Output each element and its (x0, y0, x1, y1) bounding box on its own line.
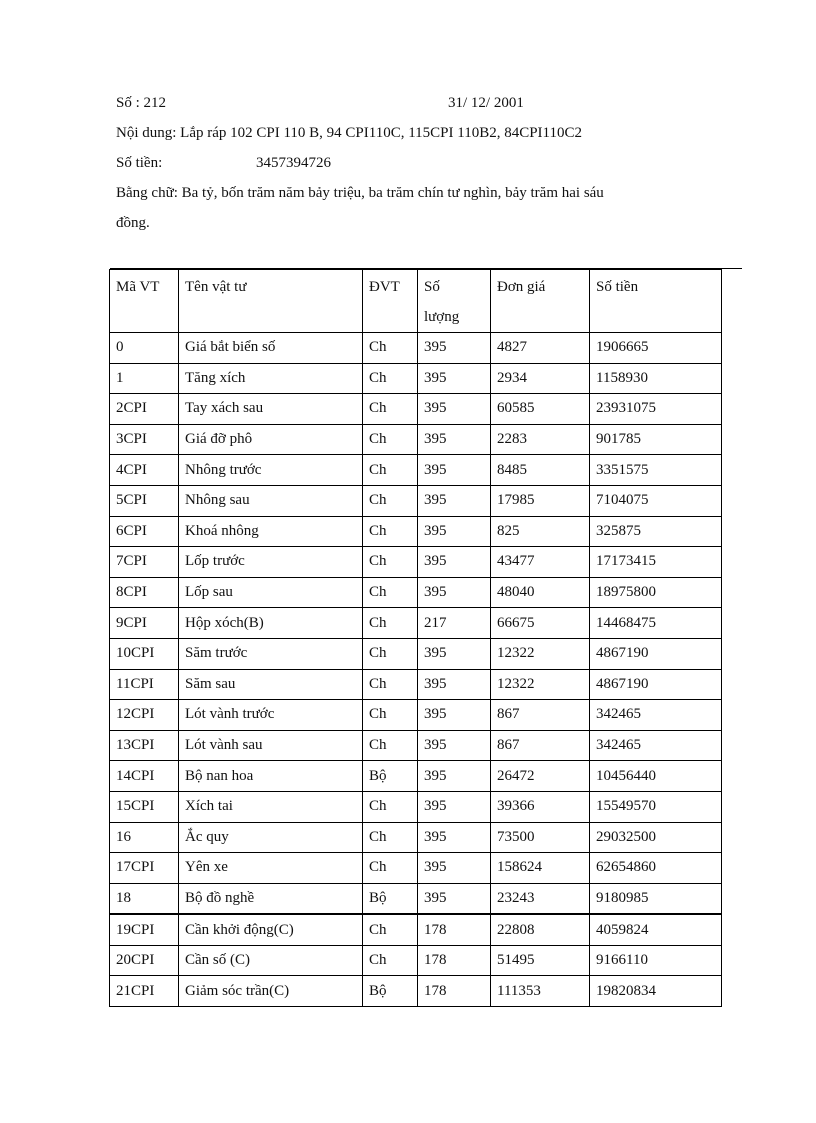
cell-unit: Ch (363, 363, 418, 394)
cell-unit: Ch (363, 516, 418, 547)
cell-amount: 4867190 (590, 638, 722, 669)
cell-unit: Bộ (363, 976, 418, 1007)
table-row (110, 730, 722, 761)
cell-code: 9CPI (110, 608, 179, 639)
cell-amount: 1158930 (590, 363, 722, 394)
table-row (110, 976, 722, 1007)
cell-code: 10CPI (110, 638, 179, 669)
cell-name: Cần khởi động(C) (179, 914, 363, 945)
cell-unit: Ch (363, 394, 418, 425)
table-row (110, 394, 722, 425)
cell-amount: 342465 (590, 700, 722, 731)
cell-quantity: 395 (418, 791, 491, 822)
cell-amount: 23931075 (590, 394, 722, 425)
table-row (110, 761, 722, 792)
cell-code: 0 (110, 333, 179, 364)
cell-amount: 18975800 (590, 577, 722, 608)
cell-unit-price: 12322 (491, 669, 590, 700)
cell-amount: 19820834 (590, 976, 722, 1007)
cell-quantity: 395 (418, 485, 491, 516)
table-row (110, 914, 722, 945)
cell-amount: 29032500 (590, 822, 722, 853)
content-description: Nội dung: Lắp ráp 102 CPI 110 B, 94 CPI110C, 115CPI 110B2, 84CPI110C2 (116, 125, 582, 141)
cell-amount: 342465 (590, 730, 722, 761)
cell-amount: 10456440 (590, 761, 722, 792)
cell-unit: Ch (363, 577, 418, 608)
amount-in-words-continued: đồng. (116, 215, 150, 231)
cell-quantity: 395 (418, 669, 491, 700)
cell-unit: Ch (363, 822, 418, 853)
table-row (110, 669, 722, 700)
cell-unit: Ch (363, 669, 418, 700)
table-row (110, 791, 722, 822)
cell-name: Giá bắt biển số (179, 333, 363, 364)
cell-code: 18 (110, 883, 179, 914)
cell-quantity: 395 (418, 822, 491, 853)
amount-value: 3457394726 (256, 155, 331, 171)
cell-amount: 1906665 (590, 333, 722, 364)
cell-unit-price: 2283 (491, 424, 590, 455)
amount-in-words: Bằng chữ: Ba tỷ, bốn trăm năm bảy triệu, ba trăm chín tư nghìn, bảy trăm hai sáu (116, 185, 604, 201)
cell-name: Lót vành sau (179, 730, 363, 761)
table-body (110, 333, 722, 1007)
cell-quantity: 395 (418, 638, 491, 669)
cell-quantity: 395 (418, 424, 491, 455)
cell-amount: 4867190 (590, 669, 722, 700)
table-row (110, 853, 722, 884)
cell-amount: 901785 (590, 424, 722, 455)
cell-quantity: 178 (418, 945, 491, 976)
cell-unit: Ch (363, 547, 418, 578)
cell-quantity: 395 (418, 333, 491, 364)
cell-quantity: 395 (418, 853, 491, 884)
cell-unit-price: 867 (491, 730, 590, 761)
cell-amount: 17173415 (590, 547, 722, 578)
cell-amount: 9166110 (590, 945, 722, 976)
cell-unit-price: 17985 (491, 485, 590, 516)
cell-name: Tăng xích (179, 363, 363, 394)
cell-code: 3CPI (110, 424, 179, 455)
table-row (110, 577, 722, 608)
cell-code: 21CPI (110, 976, 179, 1007)
cell-code: 11CPI (110, 669, 179, 700)
cell-unit: Ch (363, 455, 418, 486)
voucher-number: Số : 212 (116, 95, 167, 111)
cell-unit: Ch (363, 730, 418, 761)
table-row (110, 363, 722, 394)
table-row (110, 883, 722, 914)
table-row (110, 608, 722, 639)
cell-quantity: 395 (418, 700, 491, 731)
cell-name: Giảm sóc trần(C) (179, 976, 363, 1007)
cell-name: Khoá nhông (179, 516, 363, 547)
cell-name: Lốp trước (179, 547, 363, 578)
cell-code: 17CPI (110, 853, 179, 884)
column-header-quantity: Số lượng (418, 270, 491, 333)
cell-quantity: 395 (418, 455, 491, 486)
table-row (110, 638, 722, 669)
table-row (110, 333, 722, 364)
cell-name: Cần số (C) (179, 945, 363, 976)
cell-name: Yên xe (179, 853, 363, 884)
column-header-unit-price: Đơn giá (491, 270, 590, 333)
cell-quantity: 395 (418, 761, 491, 792)
cell-name: Xích tai (179, 791, 363, 822)
cell-name: Ắc quy (179, 822, 363, 853)
table-row (110, 424, 722, 455)
cell-code: 4CPI (110, 455, 179, 486)
column-header-amount: Số tiền (590, 270, 722, 333)
cell-quantity: 395 (418, 516, 491, 547)
column-header-name: Tên vật tư (179, 270, 363, 333)
cell-unit-price: 73500 (491, 822, 590, 853)
cell-unit-price: 26472 (491, 761, 590, 792)
cell-code: 5CPI (110, 485, 179, 516)
cell-amount: 325875 (590, 516, 722, 547)
cell-quantity: 395 (418, 547, 491, 578)
cell-quantity: 395 (418, 577, 491, 608)
cell-unit-price: 111353 (491, 976, 590, 1007)
cell-code: 15CPI (110, 791, 179, 822)
cell-code: 14CPI (110, 761, 179, 792)
cell-unit: Ch (363, 424, 418, 455)
cell-name: Lót vành trước (179, 700, 363, 731)
cell-quantity: 178 (418, 914, 491, 945)
cell-unit-price: 51495 (491, 945, 590, 976)
cell-unit-price: 867 (491, 700, 590, 731)
materials-table (109, 269, 722, 1007)
column-header-code: Mã VT (110, 270, 179, 333)
cell-unit-price: 66675 (491, 608, 590, 639)
cell-code: 6CPI (110, 516, 179, 547)
cell-quantity: 395 (418, 883, 491, 914)
cell-unit: Ch (363, 945, 418, 976)
cell-name: Săm sau (179, 669, 363, 700)
cell-unit-price: 2934 (491, 363, 590, 394)
cell-code: 2CPI (110, 394, 179, 425)
cell-amount: 3351575 (590, 455, 722, 486)
table-row (110, 516, 722, 547)
cell-amount: 7104075 (590, 485, 722, 516)
cell-unit: Bộ (363, 883, 418, 914)
cell-quantity: 395 (418, 394, 491, 425)
cell-unit-price: 23243 (491, 883, 590, 914)
column-header-unit: ĐVT (363, 270, 418, 333)
cell-unit: Ch (363, 700, 418, 731)
cell-unit: Ch (363, 914, 418, 945)
cell-name: Hộp xóch(B) (179, 608, 363, 639)
cell-amount: 9180985 (590, 883, 722, 914)
cell-unit-price: 60585 (491, 394, 590, 425)
cell-quantity: 395 (418, 363, 491, 394)
cell-unit: Ch (363, 485, 418, 516)
cell-unit-price: 22808 (491, 914, 590, 945)
cell-code: 19CPI (110, 914, 179, 945)
voucher-date: 31/ 12/ 2001 (448, 95, 524, 111)
cell-unit: Ch (363, 333, 418, 364)
table-row (110, 547, 722, 578)
cell-unit-price: 825 (491, 516, 590, 547)
cell-unit: Ch (363, 853, 418, 884)
cell-unit-price: 48040 (491, 577, 590, 608)
cell-name: Bộ nan hoa (179, 761, 363, 792)
cell-quantity: 395 (418, 730, 491, 761)
cell-unit: Bộ (363, 761, 418, 792)
cell-amount: 4059824 (590, 914, 722, 945)
cell-code: 20CPI (110, 945, 179, 976)
cell-quantity: 217 (418, 608, 491, 639)
cell-unit-price: 43477 (491, 547, 590, 578)
cell-amount: 14468475 (590, 608, 722, 639)
amount-label: Số tiền: (116, 155, 163, 171)
table-header-row (110, 270, 722, 333)
cell-amount: 15549570 (590, 791, 722, 822)
table-row (110, 822, 722, 853)
cell-unit-price: 158624 (491, 853, 590, 884)
cell-unit-price: 8485 (491, 455, 590, 486)
cell-code: 13CPI (110, 730, 179, 761)
cell-unit: Ch (363, 608, 418, 639)
cell-code: 12CPI (110, 700, 179, 731)
cell-name: Nhông trước (179, 455, 363, 486)
cell-name: Giá đỡ phô (179, 424, 363, 455)
cell-code: 1 (110, 363, 179, 394)
cell-name: Săm trước (179, 638, 363, 669)
cell-unit: Ch (363, 791, 418, 822)
cell-code: 8CPI (110, 577, 179, 608)
cell-name: Bộ đồ nghề (179, 883, 363, 914)
cell-unit: Ch (363, 638, 418, 669)
table-row (110, 455, 722, 486)
table-row (110, 700, 722, 731)
cell-name: Nhông sau (179, 485, 363, 516)
cell-name: Tay xách sau (179, 394, 363, 425)
table-row (110, 945, 722, 976)
cell-unit-price: 12322 (491, 638, 590, 669)
cell-unit-price: 4827 (491, 333, 590, 364)
table-row (110, 485, 722, 516)
cell-name: Lốp sau (179, 577, 363, 608)
cell-quantity: 178 (418, 976, 491, 1007)
cell-unit-price: 39366 (491, 791, 590, 822)
cell-amount: 62654860 (590, 853, 722, 884)
cell-code: 16 (110, 822, 179, 853)
cell-code: 7CPI (110, 547, 179, 578)
